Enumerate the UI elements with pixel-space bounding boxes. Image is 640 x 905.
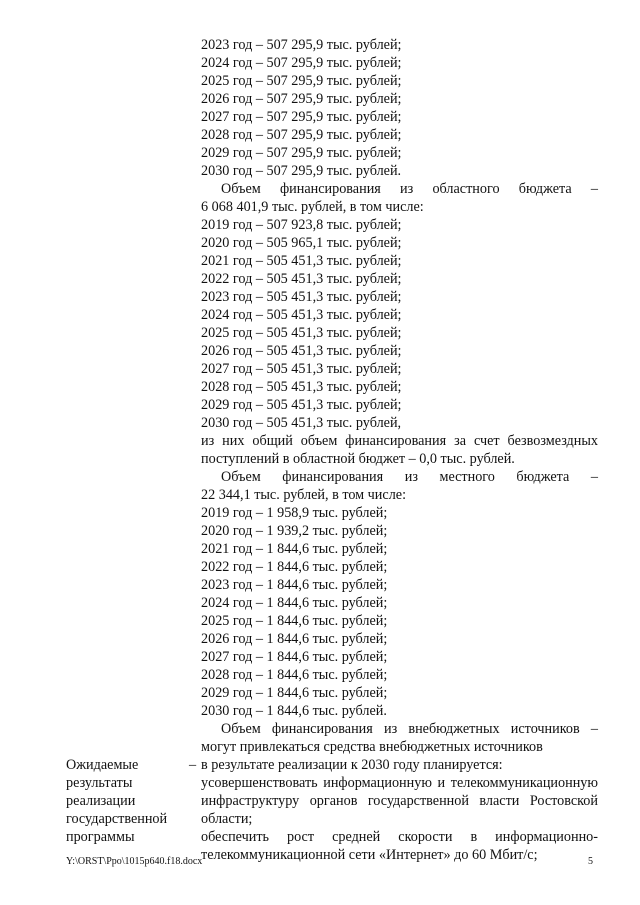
text-line-42: инфраструктуру органов государственной власти Ростовской [201,793,598,809]
footer-page-number: 5 [588,856,593,867]
text-line-24: Объем финансирования из местного бюджета – [221,469,598,485]
label-line-4: программы [66,829,135,845]
separator-dash: – [189,757,197,773]
text-line-9: 6 068 401,9 тыс. рублей, в том числе: [201,199,424,215]
text-line-21: 2030 год – 505 451,3 тыс. рублей, [201,415,402,431]
text-line-23: поступлений в областной бюджет – 0,0 тыс. рублей. [201,451,515,467]
text-line-36: 2029 год – 1 844,6 тыс. рублей; [201,685,388,701]
text-line-27: 2020 год – 1 939,2 тыс. рублей; [201,523,388,539]
text-line-41: усовершенствовать информационную и телекоммуникационную [201,775,598,791]
text-line-29: 2022 год – 1 844,6 тыс. рублей; [201,559,388,575]
text-line-17: 2026 год – 505 451,3 тыс. рублей; [201,343,402,359]
text-line-34: 2027 год – 1 844,6 тыс. рублей; [201,649,388,665]
text-line-43: области; [201,811,253,827]
text-line-6: 2029 год – 507 295,9 тыс. рублей; [201,145,402,161]
label-line-2: реализации [66,793,136,809]
text-line-22: из них общий объем финансирования за счет безвозмездных [201,433,598,449]
label-line-1: результаты [66,775,133,791]
text-line-15: 2024 год – 505 451,3 тыс. рублей; [201,307,402,323]
text-line-37: 2030 год – 1 844,6 тыс. рублей. [201,703,387,719]
text-line-39: могут привлекаться средства внебюджетных источников [201,739,543,755]
text-line-31: 2024 год – 1 844,6 тыс. рублей; [201,595,388,611]
label-line-3: государственной [66,811,168,827]
text-line-30: 2023 год – 1 844,6 тыс. рублей; [201,577,388,593]
text-line-3: 2026 год – 507 295,9 тыс. рублей; [201,91,402,107]
text-line-2: 2025 год – 507 295,9 тыс. рублей; [201,73,402,89]
text-line-16: 2025 год – 505 451,3 тыс. рублей; [201,325,402,341]
label-line-0: Ожидаемые [66,757,139,773]
text-line-19: 2028 год – 505 451,3 тыс. рублей; [201,379,402,395]
text-line-33: 2026 год – 1 844,6 тыс. рублей; [201,631,388,647]
text-line-11: 2020 год – 505 965,1 тыс. рублей; [201,235,402,251]
footer-file-path: Y:\ORST\Ppo\1015p640.f18.docx [66,856,203,867]
text-line-40: в результате реализации к 2030 году планируется: [201,757,503,773]
text-line-20: 2029 год – 505 451,3 тыс. рублей; [201,397,402,413]
text-line-7: 2030 год – 507 295,9 тыс. рублей. [201,163,402,179]
text-line-10: 2019 год – 507 923,8 тыс. рублей; [201,217,402,233]
text-line-18: 2027 год – 505 451,3 тыс. рублей; [201,361,402,377]
text-line-32: 2025 год – 1 844,6 тыс. рублей; [201,613,388,629]
text-line-14: 2023 год – 505 451,3 тыс. рублей; [201,289,402,305]
text-line-0: 2023 год – 507 295,9 тыс. рублей; [201,37,402,53]
text-line-12: 2021 год – 505 451,3 тыс. рублей; [201,253,402,269]
text-line-4: 2027 год – 507 295,9 тыс. рублей; [201,109,402,125]
text-line-5: 2028 год – 507 295,9 тыс. рублей; [201,127,402,143]
text-line-13: 2022 год – 505 451,3 тыс. рублей; [201,271,402,287]
text-line-26: 2019 год – 1 958,9 тыс. рублей; [201,505,388,521]
text-line-35: 2028 год – 1 844,6 тыс. рублей; [201,667,388,683]
text-line-1: 2024 год – 507 295,9 тыс. рублей; [201,55,402,71]
text-line-44: обеспечить рост средней скорости в информационно- [201,829,598,845]
text-line-38: Объем финансирования из внебюджетных источников – [221,721,598,737]
text-line-8: Объем финансирования из областного бюджета – [221,181,598,197]
text-line-45: телекоммуникационной сети «Интернет» до 60 Мбит/с; [201,847,538,863]
text-line-28: 2021 год – 1 844,6 тыс. рублей; [201,541,388,557]
text-line-25: 22 344,1 тыс. рублей, в том числе: [201,487,407,503]
